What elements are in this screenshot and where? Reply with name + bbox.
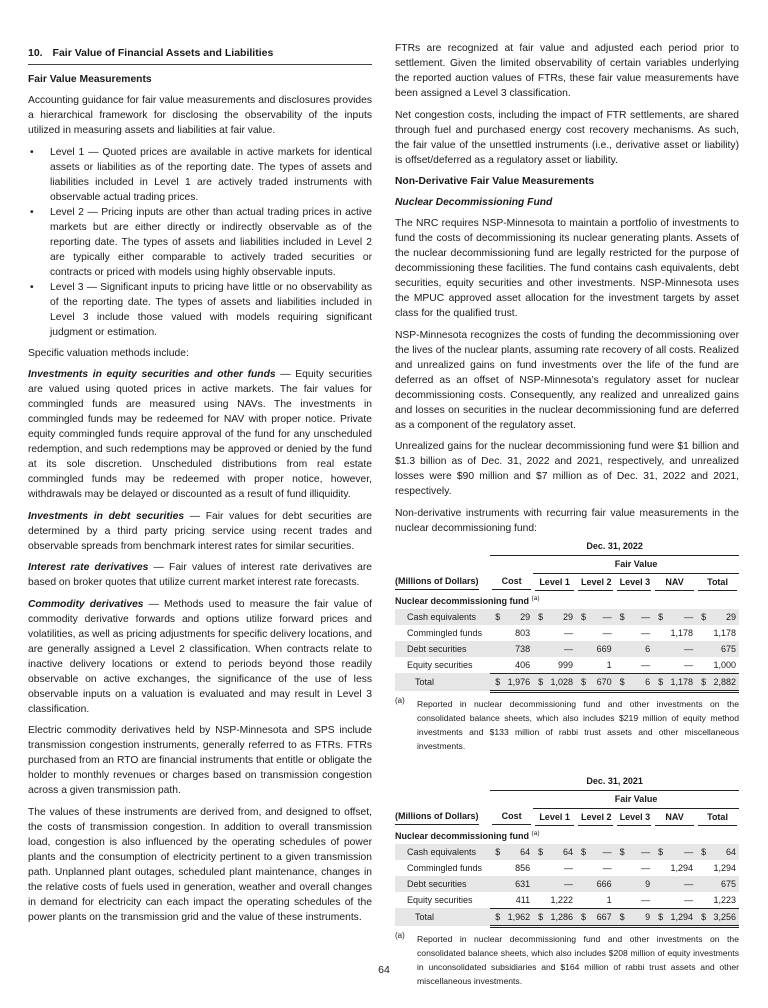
currency-symbol: $ xyxy=(576,609,591,625)
cell-level2: — xyxy=(591,844,615,860)
total-nav: 1,294 xyxy=(668,908,696,926)
currency-symbol xyxy=(615,860,630,876)
currency-symbol: $ xyxy=(533,844,548,860)
method-equity: Investments in equity securities and other funds — Equity securities are valued using quoted prices in active markets. The fair values for commingled funds are measured using NAVs. The investments in commingled funds may be redeemed for NAV with proper notice. Private equity commingled funds require approval of the fund for any unscheduled redemption, and such redemptions may be approved or denied by the fund at its sole discretion. Unscheduled distributions from real estate commingled funds may be redeemed with proper notice, however, withdrawals may be delayed or discounted as a result of fund illiquidity. xyxy=(28,369,372,500)
currency-symbol: $ xyxy=(615,844,630,860)
cell-level3: 9 xyxy=(630,876,654,892)
table-period: Dec. 31, 2021 xyxy=(490,773,739,791)
currency-symbol xyxy=(533,625,548,641)
left-column xyxy=(28,41,372,931)
cell-nav: — xyxy=(668,876,696,892)
currency-symbol xyxy=(696,657,711,674)
cell-nav: 1,178 xyxy=(670,627,694,638)
column-header-total: Total xyxy=(696,573,739,593)
total-cost: 1,976 xyxy=(505,673,533,691)
currency-symbol: $ xyxy=(490,908,505,926)
currency-symbol: $ xyxy=(696,844,711,860)
heading-non-derivative: Non-Derivative Fair Value Measurements xyxy=(395,176,595,187)
currency-symbol xyxy=(490,625,505,641)
currency-symbol xyxy=(696,876,711,892)
currency-symbol xyxy=(653,860,668,876)
total-cost: 1,962 xyxy=(505,908,533,926)
paragraph-ftr: Electric commodity derivatives held by NSP-Minnesota and SPS include transmission congestion instruments, generally referred to as FTRs. FTRs purchased from an RTO are financial instruments that entitle or obligate the holder to monthly revenues or charges based on transmission congestion across a given transmission path. xyxy=(28,725,372,796)
cell-cost: 631 xyxy=(505,876,533,892)
currency-symbol: $ xyxy=(653,844,668,860)
column-header-label: (Millions of Dollars) xyxy=(395,573,490,593)
row-label: Equity securities xyxy=(407,894,473,905)
cell-level3: — xyxy=(641,862,651,873)
currency-symbol xyxy=(533,641,548,657)
cell-level1: 64 xyxy=(548,844,576,860)
cell-cost: 64 xyxy=(505,844,533,860)
table-footnote xyxy=(395,697,739,753)
cell-cost: 411 xyxy=(515,894,531,905)
currency-symbol xyxy=(653,625,668,641)
cell-level1: 999 xyxy=(558,659,574,670)
currency-symbol xyxy=(533,876,548,892)
currency-symbol xyxy=(653,641,668,657)
column-header-level3: Level 3 xyxy=(615,808,654,828)
method-interest-rate: Interest rate derivatives — Fair values of interest rate derivatives are based on broker quotes that utilize current market interest rate forecasts. xyxy=(28,562,372,588)
cell-total: 675 xyxy=(711,876,739,892)
row-label: Total xyxy=(395,673,490,691)
total-level2: 670 xyxy=(591,673,615,691)
table-row xyxy=(395,609,739,625)
cell-level2: — xyxy=(602,627,612,638)
methods-intro: Specific valuation methods include: xyxy=(28,347,189,359)
row-label: Equity securities xyxy=(407,659,473,670)
cell-level2: 1 xyxy=(606,659,612,670)
footnote-mark: (a) xyxy=(395,695,405,705)
currency-symbol: $ xyxy=(490,609,505,625)
currency-symbol xyxy=(490,657,505,674)
currency-symbol xyxy=(653,892,668,909)
table-row xyxy=(395,844,739,860)
table-period: Dec. 31, 2022 xyxy=(490,538,739,556)
currency-symbol xyxy=(576,876,591,892)
currency-symbol xyxy=(576,892,591,909)
cell-total: 1,223 xyxy=(713,894,736,905)
paragraph-recognizes: NSP-Minnesota recognizes the costs of funding the decommissioning over the lives of the nuclear plants, assuming rate recovery of all costs. Realized and unrealized gains on fund investments over the life of the fund are deferred as an offset of NSP-Minnesota’s regulatory asset for nuclear decommissioning costs. Consequently, any realized and unrealized gains and losses on securities in the nuclear decommissioning fund are deferred as a component of the regulatory asset. xyxy=(395,329,739,431)
cell-nav: — xyxy=(668,609,696,625)
level-2-item: • Level 2 — Pricing inputs are other than actual trading prices in active markets but are either directly or indirectly observable as of the reporting date. The types of assets and liabilities included in Level 2 are typically either comparable to actively traded securities or contracts or priced with models using highly observable inputs. xyxy=(30,206,372,278)
table-row xyxy=(395,892,739,909)
cell-level1: 29 xyxy=(548,609,576,625)
currency-symbol: $ xyxy=(653,673,668,691)
currency-symbol xyxy=(490,876,505,892)
currency-symbol xyxy=(696,892,711,909)
currency-symbol: $ xyxy=(615,673,630,691)
column-header-level1: Level 1 xyxy=(533,808,576,828)
paragraph-net-congestion: Net congestion costs, including the impact of FTR settlements, are shared through fuel and purchased energy cost recovery mechanisms. As such, the fair value of the unsettled instruments (i.e., derivative asset or liability) is offset/deferred as a regulatory asset or liability. xyxy=(395,109,739,166)
currency-symbol xyxy=(533,892,548,909)
cell-level3: — xyxy=(641,627,651,638)
cell-nav: — xyxy=(684,659,694,670)
paragraph-table-intro: Non-derivative instruments with recurring fair value measurements in the nuclear decommissioning fund: xyxy=(395,507,739,534)
row-label: Cash equivalents xyxy=(395,609,490,625)
cell-level2: 666 xyxy=(591,876,615,892)
total-level2: 667 xyxy=(591,908,615,926)
section-title xyxy=(28,46,372,65)
currency-symbol: $ xyxy=(533,609,548,625)
cell-level2: — xyxy=(591,609,615,625)
fair-value-table-1 xyxy=(395,773,739,928)
section-number: 10. xyxy=(28,47,43,59)
table-total-row xyxy=(395,908,739,926)
cell-level1: — xyxy=(548,876,576,892)
cell-level3: — xyxy=(630,844,654,860)
bullet-icon: • xyxy=(30,206,34,218)
total-level1: 1,286 xyxy=(548,908,576,926)
total-level3: 6 xyxy=(630,673,654,691)
currency-symbol: $ xyxy=(615,908,630,926)
currency-symbol: $ xyxy=(576,908,591,926)
cell-level1: — xyxy=(564,627,574,638)
column-header-level3: Level 3 xyxy=(615,573,654,593)
table-row xyxy=(395,860,739,876)
currency-symbol xyxy=(533,657,548,674)
currency-symbol xyxy=(576,657,591,674)
column-header-nav: NAV xyxy=(653,573,696,593)
currency-symbol xyxy=(653,876,668,892)
currency-symbol xyxy=(615,641,630,657)
cell-cost: 738 xyxy=(505,641,533,657)
column-header-cost: Cost xyxy=(490,808,533,828)
fair-value-header: Fair Value xyxy=(533,555,739,573)
cell-cost: 406 xyxy=(515,659,531,670)
row-label: Commingled funds xyxy=(407,862,483,873)
footnote-text: Reported in nuclear decommissioning fund and other investments on the consolidated balance sheets, which also includes $219 million of equity method investments and $133 million of rabbi trust assets and other miscellaneous investments. xyxy=(417,698,739,751)
column-header-level2: Level 2 xyxy=(576,808,615,828)
footnote-ref: (a) xyxy=(531,829,540,837)
total-total: 3,256 xyxy=(711,908,739,926)
currency-symbol xyxy=(490,641,505,657)
cell-level3: — xyxy=(630,609,654,625)
cell-cost: 29 xyxy=(505,609,533,625)
row-label: Total xyxy=(395,908,490,926)
cell-nav: — xyxy=(668,844,696,860)
heading-nuclear-decommissioning-fund: Nuclear Decommissioning Fund xyxy=(395,197,553,208)
currency-symbol xyxy=(490,860,505,876)
column-header-nav: NAV xyxy=(653,808,696,828)
paragraph-nrc: The NRC requires NSP-Minnesota to maintain a portfolio of investments to fund the costs of decommissioning its nuclear generating plants. Assets of the nuclear decommissioning fund are legally restricted for the purpose of decommissioning these facilities. The fund contains cash equivalents, debt securities, equity securities and other investments. NSP-Minnesota uses the MPUC approved asset allocation for the investment targets by asset class for the qualified trust. xyxy=(395,218,739,319)
cell-level1: 1,222 xyxy=(550,894,574,905)
cell-nav: 1,294 xyxy=(670,862,694,873)
currency-symbol: $ xyxy=(533,673,548,691)
section-title-text: Fair Value of Financial Assets and Liabilities xyxy=(52,47,274,59)
table-total-row xyxy=(395,673,739,691)
currency-symbol xyxy=(533,860,548,876)
table-footnote xyxy=(395,932,739,988)
total-level1: 1,028 xyxy=(548,673,576,691)
currency-symbol: $ xyxy=(696,908,711,926)
currency-symbol xyxy=(653,657,668,674)
column-header-cost: Cost xyxy=(490,573,533,593)
table-section-label: Nuclear decommissioning fund $^{(a)}$ xyxy=(395,829,540,841)
method-commodity: Commodity derivatives — Methods used to measure the fair value of commodity derivative forwards and options utilize forward prices and volatilities, as well as pricing adjustments for specific delivery locations, and are generally assigned a Level 2 classification. When contracts relate to inactive delivery locations or extend to periods beyond those readily observable on active exchanges, the significance of the use of less observable inputs on a valuation is evaluated and may result in Level 3 classification. xyxy=(28,598,372,715)
paragraph-unrealized: Unrealized gains for the nuclear decommissioning fund were $1 billion and $1.3 billion as of Dec. 31, 2022 and 2021, respectively, and unrealized losses were $90 million and $7 million as of Dec. 31, 2022 and 2021, respectively. xyxy=(395,441,739,497)
cell-total: 1,294 xyxy=(713,862,736,873)
column-header-level2: Level 2 xyxy=(576,573,615,593)
table-section-label: Nuclear decommissioning fund $^{(a)}$ xyxy=(395,594,540,606)
table-row xyxy=(395,641,739,657)
paragraph-instrument-values: The values of these instruments are derived from, and designed to offset, the costs of transmission congestion. In addition to overall transmission load, congestion is also influenced by the operating schedules of power plants and the consumption of electricity pertinent to a given transmission path. Unplanned plant outages, scheduled plant maintenance, changes in the relative costs of fuels used in generation, weather and overall changes in demand for electricity can each impact the operating schedules of the power plants on the transmission grid and the value of these instruments. xyxy=(28,806,372,923)
method-debt: Investments in debt securities — Fair values for debt securities are determined by a third party pricing service using recent trades and observable spreads from benchmark interest rates for similar securities. xyxy=(28,510,373,552)
intro-paragraph: Accounting guidance for fair value measurements and disclosures provides a hierarchical framework for disclosing the observability of the inputs utilized in measuring assets and liabilities at fair value. xyxy=(28,95,372,136)
currency-symbol xyxy=(615,625,630,641)
column-header-total: Total xyxy=(696,808,739,828)
currency-symbol xyxy=(576,860,591,876)
currency-symbol xyxy=(490,892,505,909)
cell-nav: — xyxy=(668,641,696,657)
table-row xyxy=(395,625,739,641)
cell-total: 64 xyxy=(711,844,739,860)
cell-level1: — xyxy=(564,862,574,873)
column-header-label: (Millions of Dollars) xyxy=(395,808,490,828)
bullet-icon: • xyxy=(30,146,34,158)
row-label: Cash equivalents xyxy=(395,844,490,860)
bullet-icon: • xyxy=(30,281,34,293)
cell-total: 675 xyxy=(711,641,739,657)
currency-symbol xyxy=(696,641,711,657)
cell-level2: — xyxy=(602,862,612,873)
currency-symbol xyxy=(576,625,591,641)
fair-value-header: Fair Value xyxy=(533,790,739,808)
row-label: Debt securities xyxy=(395,641,490,657)
paragraph-ftr-recognized: FTRs are recognized at fair value and adjusted each period prior to settlement. Given the limited observability of certain variables underlying the reported auction values of FTRs, these fair value measurements have been assigned a Level 3 classification. xyxy=(395,43,739,99)
cell-cost: 856 xyxy=(515,862,531,873)
currency-symbol: $ xyxy=(653,609,668,625)
level-1-item: • Level 1 — Quoted prices are available in active markets for identical assets or liabilities as of the reporting date. The types of assets and liabilities included in Level 1 are actively traded instruments with observable actual trading prices. xyxy=(30,146,372,203)
footnote-text: Reported in nuclear decommissioning fund and other investments on the consolidated balance sheets, which also includes $208 million of equity investments in unconsolidated subsidiaries and $164 million of rabbi trust assets and other miscellaneous investments. xyxy=(417,933,739,986)
currency-symbol xyxy=(615,876,630,892)
table-row xyxy=(395,657,739,674)
currency-symbol: $ xyxy=(533,908,548,926)
currency-symbol xyxy=(696,625,711,641)
cell-level2: 669 xyxy=(591,641,615,657)
footnote-ref: (a) xyxy=(531,594,540,602)
currency-symbol xyxy=(615,657,630,674)
currency-symbol: $ xyxy=(653,908,668,926)
cell-total: 1,000 xyxy=(713,659,736,670)
footnote-mark: (a) xyxy=(395,930,405,940)
cell-level3: — xyxy=(641,894,651,905)
currency-symbol: $ xyxy=(490,673,505,691)
cell-level2: 1 xyxy=(606,894,612,905)
cell-level3: — xyxy=(641,659,651,670)
table-row xyxy=(395,876,739,892)
currency-symbol: $ xyxy=(576,673,591,691)
cell-nav: — xyxy=(684,894,694,905)
level-3-item: • Level 3 — Significant inputs to pricing have little or no observability as of the reporting date. The types of assets and liabilities included in Level 3 include those valued with models requiring significant judgment or estimation. xyxy=(30,281,372,338)
row-label: Debt securities xyxy=(395,876,490,892)
fair-value-table-0 xyxy=(395,538,739,693)
currency-symbol: $ xyxy=(490,844,505,860)
column-header-level1: Level 1 xyxy=(533,573,576,593)
cell-level3: 6 xyxy=(630,641,654,657)
cell-total: 29 xyxy=(711,609,739,625)
currency-symbol xyxy=(615,892,630,909)
total-level3: 9 xyxy=(630,908,654,926)
heading-fair-value-measurements: Fair Value Measurements xyxy=(28,74,152,85)
total-nav: 1,178 xyxy=(668,673,696,691)
currency-symbol: $ xyxy=(576,844,591,860)
cell-total: 1,178 xyxy=(713,627,736,638)
row-label: Commingled funds xyxy=(407,627,483,638)
right-column xyxy=(395,41,739,1008)
cell-cost: 803 xyxy=(515,627,531,638)
currency-symbol: $ xyxy=(615,609,630,625)
currency-symbol xyxy=(576,641,591,657)
currency-symbol xyxy=(696,860,711,876)
cell-level1: — xyxy=(548,641,576,657)
currency-symbol: $ xyxy=(696,609,711,625)
page-number: 64 xyxy=(378,964,390,976)
levels-list xyxy=(28,145,372,340)
total-total: 2,882 xyxy=(711,673,739,691)
currency-symbol: $ xyxy=(696,673,711,691)
fair-value-tables xyxy=(395,538,739,988)
